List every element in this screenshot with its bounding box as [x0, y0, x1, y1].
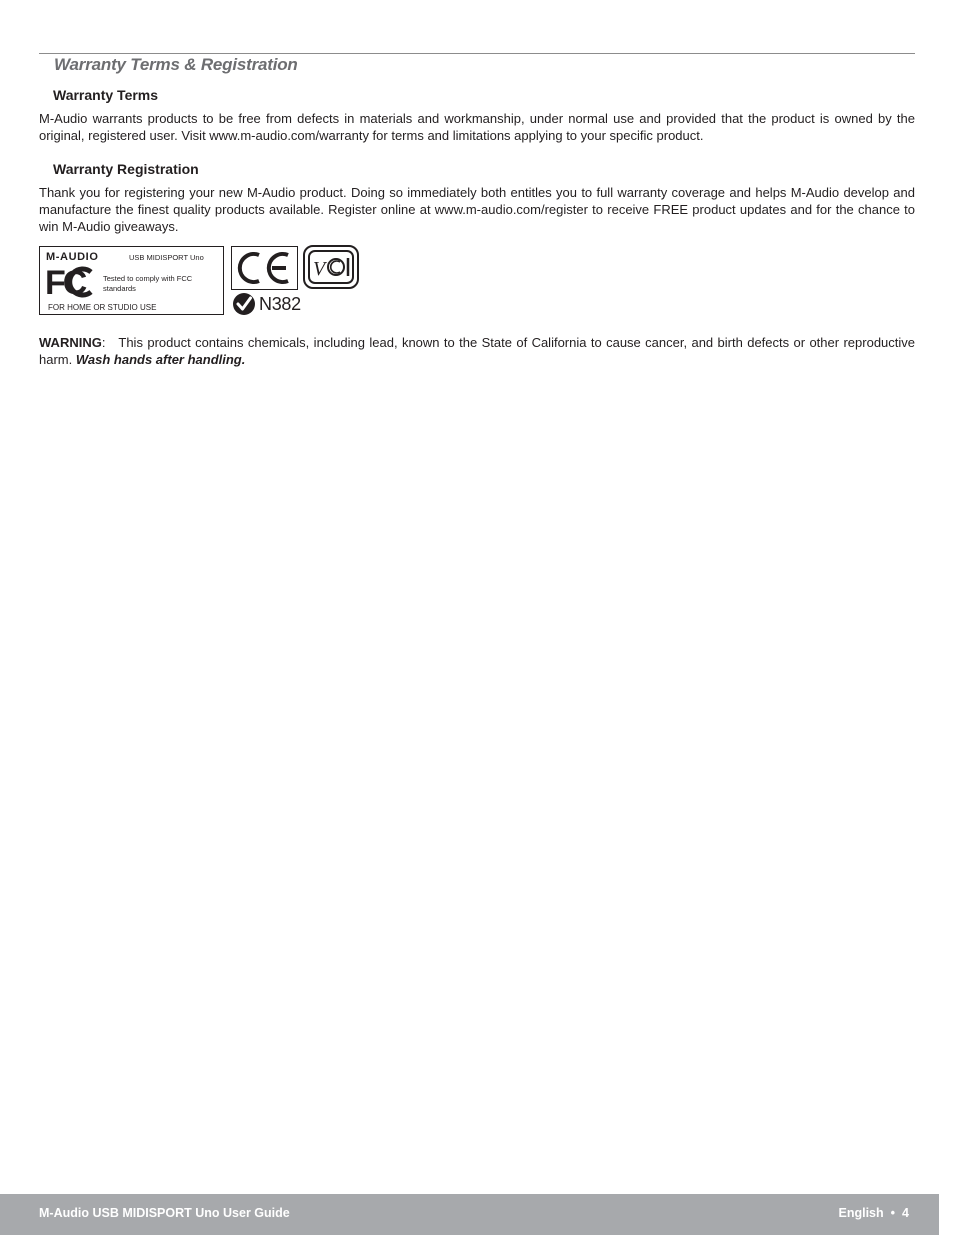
warning-text: This product contains chemicals, including lead, known to the State of California to cause cancer, and birth defects or other reproductive harm. — [39, 335, 916, 367]
footer-language: English — [838, 1206, 884, 1220]
home-use-text: FOR HOME OR STUDIO USE — [48, 303, 157, 312]
prop65-warning: WARNING: This product contains chemicals, including lead, known to the State of California to cause cancer, and birth defects or other reproductive harm. Wash hands after handling. — [39, 335, 916, 367]
warning-emphasis: Wash hands after handling. — [75, 352, 246, 367]
warranty-registration-body: Thank you for registering your new M-Audio product. Doing so immediately both entitles you to full warranty coverage and helps M-Audio develop and manufacture the finest quality products available. Register online at www.m-audio.com/register to receive FREE product updates and for the chance to win M-Audio giveaways. — [39, 185, 915, 234]
page-footer — [0, 1194, 939, 1235]
ce-mark-box — [231, 246, 298, 290]
section-title: Warranty Terms & Registration — [54, 55, 298, 74]
fcc-logo-icon — [45, 264, 97, 298]
footer-bullet: • — [890, 1206, 896, 1220]
warranty-terms-heading: Warranty Terms — [53, 87, 159, 103]
c-tick-code: N382 — [259, 294, 301, 314]
product-model: USB MIDISPORT Uno — [129, 253, 204, 262]
page-indicator — [839, 1206, 910, 1220]
fcc-tested-text: Tested to comply with FCC standards — [103, 274, 193, 293]
svg-text:V: V — [313, 258, 326, 280]
fcc-logo-text: FC — [45, 264, 85, 298]
ce-mark-icon — [232, 247, 296, 288]
warranty-registration-heading: Warranty Registration — [53, 161, 199, 177]
vcci-mark-icon — [302, 244, 360, 290]
warning-label: WARNING — [39, 335, 102, 350]
top-divider — [39, 53, 915, 54]
warranty-terms-body: M-Audio warrants products to be free from defects in materials and workmanship, under normal use and provided that the product is owned by the original, registered user. Visit www.m-audio.com/warranty for terms and limitations applying to your specific product. — [39, 111, 915, 143]
c-tick-icon — [232, 292, 256, 316]
m-audio-logo: M-AUDIO — [46, 251, 99, 263]
guide-title: M-Audio USB MIDISPORT Uno User Guide — [39, 1206, 290, 1220]
page-number: 4 — [902, 1206, 909, 1220]
fcc-compliance-label — [39, 246, 224, 315]
